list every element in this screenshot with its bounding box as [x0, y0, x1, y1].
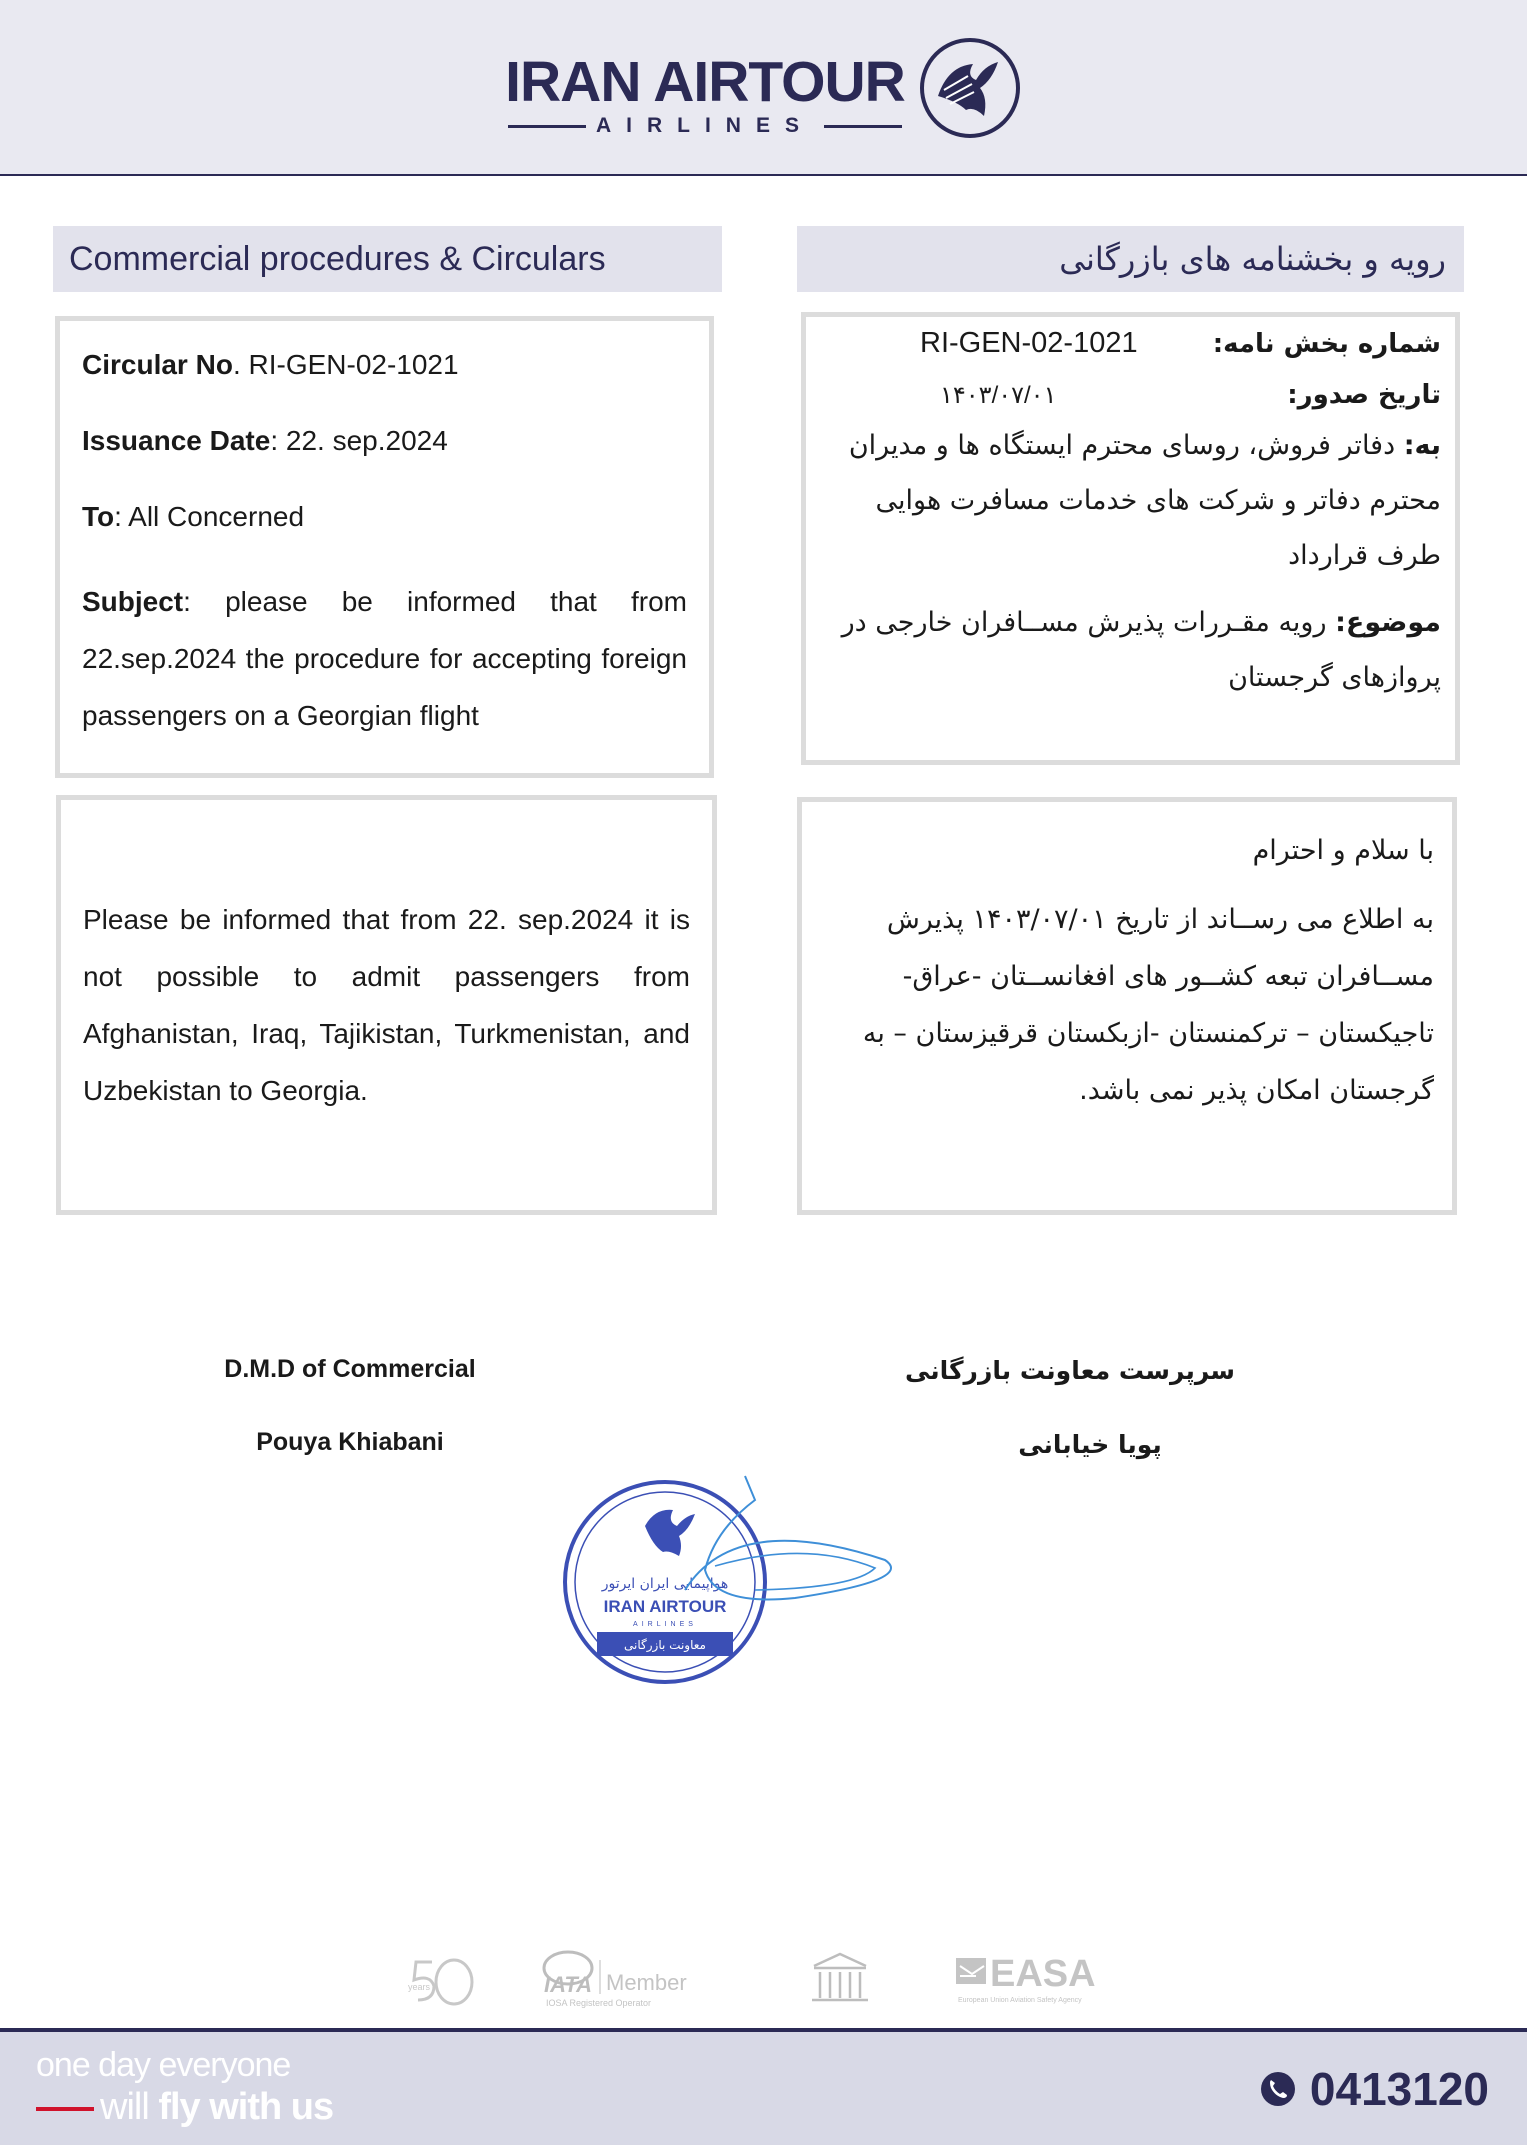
easa-sub: European Union Aviation Safety Agency	[958, 1997, 1082, 2004]
date-value-fa: ۱۴۰۳/۰۷/۰۱	[940, 381, 1057, 409]
circular-info-en	[55, 316, 714, 778]
footer	[0, 2028, 1527, 2145]
to-label-fa: به:	[1403, 430, 1441, 461]
tagline-line-2b: fly with us	[158, 2086, 334, 2128]
iata-member: Member	[606, 1970, 687, 1995]
issuance-label: Issuance Date	[82, 425, 271, 456]
to-value: : All Concerned	[114, 501, 305, 532]
phone-contact[interactable]	[1260, 2062, 1489, 2116]
greeting-fa: با سلام و احترام	[1252, 835, 1434, 866]
stamp-airlines: AIRLINES	[633, 1621, 697, 1628]
circular-label-fa: شماره بخش نامه:	[1212, 328, 1441, 359]
partner-logos	[400, 1940, 1120, 2020]
iata-logo	[544, 1952, 687, 2008]
iosa-label: IOSA Registered Operator	[546, 1998, 652, 2008]
brand-wordmark	[495, 52, 915, 138]
iata-label: IATA	[543, 1972, 593, 1997]
subject-value-fa: رویه مقـررات پذیرش مســافران خارجی در پروازهای گرجستان	[841, 607, 1441, 693]
stamp-text-fa: هواپیمایی ایران ایرتور	[601, 1576, 729, 1592]
tagline-line-1: one day everyone	[36, 2046, 291, 2084]
circular-value: . RI-GEN-02-1021	[232, 349, 459, 380]
official-stamp	[555, 1470, 905, 1690]
griffin-logo-icon	[918, 36, 1022, 140]
circular-info-fa	[801, 312, 1460, 765]
signer-name-fa: پویا خیابانی	[1018, 1430, 1162, 1459]
plane-icon	[36, 2107, 94, 2111]
section-title-fa: رویه و بخشنامه های بازرگانی	[797, 226, 1464, 292]
divider	[508, 125, 586, 128]
notice-body-fa	[797, 797, 1457, 1215]
phone-number: 0413120	[1309, 2063, 1489, 2115]
signer-title-en: D.M.D of Commercial	[224, 1355, 476, 1383]
unesco-logo-icon	[812, 1954, 868, 2000]
stamp-dept: معاونت بازرگانی	[624, 1638, 706, 1652]
signer-name-en: Pouya Khiabani	[256, 1428, 444, 1456]
issuance-value: : 22. sep.2024	[270, 425, 448, 456]
subject-label: Subject	[82, 586, 184, 617]
stamp-brand: IRAN AIRTOUR	[603, 1597, 727, 1616]
brand-name: IRAN AIRTOUR	[505, 50, 905, 114]
tagline-line-2a: will	[100, 2086, 159, 2128]
easa-label: EASA	[990, 1953, 1096, 1995]
phone-icon	[1260, 2071, 1296, 2107]
header	[0, 0, 1527, 176]
to-value-fa: دفاتر فروش، روسای محترم ایستگاه ها و مدیران محترم دفاتر و شرکت های خدمات مسافرت هوایی طرف قرارداد	[848, 430, 1441, 571]
divider	[824, 125, 902, 128]
circular-label: Circular No	[82, 349, 233, 380]
subject-label-fa: موضوع:	[1335, 607, 1441, 638]
body-text-en: Please be informed that from 22. sep.2024 it is not possible to admit passengers from Afghanistan, Iraq, Tajikistan, Turkmenistan, and Uzbekistan to Georgia.	[83, 904, 690, 1106]
body-text-fa: به اطلاع می رســاند از تاریخ ۱۴۰۳/۰۷/۰۱ پذیرش مســافران تبعه کشــور های افغانســتان -عراق- تاجیکستان – ترکمنستان -ازبکستان قرقیزستان – به گرجستان امکان پذیر نمی باشد.	[862, 904, 1434, 1106]
circular-value-fa: RI-GEN-02-1021	[920, 327, 1138, 359]
date-label-fa: تاریخ صدور:	[1287, 380, 1441, 410]
brand-sub: AIRLINES	[595, 114, 814, 137]
years-label: years	[408, 1982, 431, 1992]
signer-title-fa: سرپرست معاونت بازرگانی	[904, 1356, 1236, 1385]
subject-value: : please be informed that from 22.sep.2024 the procedure for accepting foreign passengers on a Georgian flight	[82, 586, 687, 731]
section-title-en: Commercial procedures & Circulars	[53, 226, 722, 292]
notice-body-en	[56, 795, 717, 1215]
easa-logo	[956, 1953, 1096, 2004]
to-label: To	[82, 501, 115, 532]
